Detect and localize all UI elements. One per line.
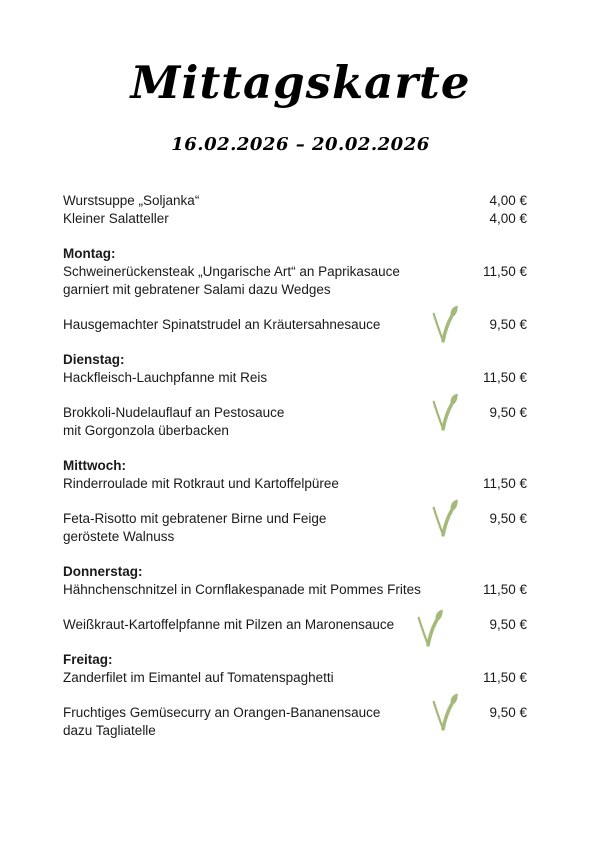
day-header: Donnerstag:	[63, 564, 143, 579]
day-block-mittwoch	[63, 457, 527, 493]
item-name: Fruchtiges Gemüsecurry an Orangen-Bananensauce	[63, 705, 381, 720]
veg-leaf-icon	[430, 692, 458, 734]
veg-slot	[421, 581, 467, 599]
item-name: Feta-Risotto mit gebratener Birne und Feige	[63, 511, 327, 526]
day-header: Mittwoch:	[63, 458, 126, 473]
menu-item-row	[63, 210, 527, 228]
veg-slot	[421, 210, 467, 228]
item-price: 11,50 €	[482, 264, 527, 279]
item-name: Rinderroulade mit Rotkraut und Kartoffelpüree	[63, 476, 339, 491]
menu-list	[63, 192, 527, 757]
menu-item-row	[63, 510, 527, 528]
menu-item-row	[63, 192, 527, 210]
item-name-line2: mit Gorgonzola überbacken	[63, 423, 229, 438]
veg-slot	[421, 616, 467, 634]
veg-slot	[421, 475, 467, 493]
menu-item-row	[63, 404, 527, 422]
day-header: Dienstag:	[63, 352, 125, 367]
veg-leaf-icon	[430, 304, 458, 346]
item-name-line2: geröstete Walnuss	[63, 529, 175, 544]
menu-item-block	[63, 510, 527, 546]
item-name: Zanderfilet im Eimantel auf Tomatenspaghetti	[63, 670, 334, 685]
item-name: Hackfleisch-Lauchpfanne mit Reis	[63, 370, 268, 385]
item-price: 11,50 €	[482, 670, 527, 685]
item-price: 9,50 €	[489, 405, 527, 420]
menu-item-row	[63, 369, 527, 387]
item-name: Schweinerückensteak „Ungarische Art“ an Paprikasauce	[63, 264, 400, 279]
item-price: 9,50 €	[489, 617, 527, 632]
day-block-donnerstag	[63, 563, 527, 599]
veg-leaf-icon	[430, 392, 458, 434]
menu-item-row	[63, 704, 527, 722]
item-name: Weißkraut-Kartoffelpfanne mit Pilzen an Maronensauce	[63, 617, 395, 632]
veg-leaf-icon	[430, 498, 458, 540]
menu-item-block	[63, 616, 527, 634]
item-price: 11,50 €	[482, 370, 527, 385]
veg-leaf-icon	[415, 608, 443, 650]
item-price: 11,50 €	[482, 582, 527, 597]
menu-item-row	[63, 669, 527, 687]
day-block-montag	[63, 245, 527, 299]
menu-item-block	[63, 404, 527, 440]
item-name-line2: dazu Tagliatelle	[63, 723, 156, 738]
menu-item-row	[63, 263, 527, 281]
veg-slot	[421, 316, 467, 334]
menu-item-block	[63, 704, 527, 740]
item-price: 4,00 €	[489, 211, 527, 226]
item-price: 9,50 €	[489, 705, 527, 720]
starters-block	[63, 192, 527, 228]
menu-item-row	[63, 316, 527, 334]
veg-slot	[421, 704, 467, 722]
date-range: 16.02.2026 – 20.02.2026	[171, 134, 430, 155]
menu-item-row	[63, 581, 527, 599]
day-header: Freitag:	[63, 652, 113, 667]
veg-slot	[421, 669, 467, 687]
item-name: Hähnchenschnitzel in Cornflakespanade mit Pommes Frites	[63, 582, 421, 597]
veg-slot	[421, 369, 467, 387]
menu-item-block	[63, 316, 527, 334]
day-block-freitag	[63, 651, 527, 687]
page-title: Mittagskarte	[130, 56, 471, 109]
item-name: Brokkoli-Nudelauflauf an Pestosauce	[63, 405, 285, 420]
veg-slot	[421, 192, 467, 210]
item-price: 4,00 €	[489, 193, 527, 208]
day-header: Montag:	[63, 246, 116, 261]
item-price: 9,50 €	[489, 511, 527, 526]
item-name-line2: garniert mit gebratener Salami dazu Wedges	[63, 282, 331, 297]
veg-slot	[421, 404, 467, 422]
item-name: Hausgemachter Spinatstrudel an Kräutersahnesauce	[63, 317, 381, 332]
item-name: Wurstsuppe „Soljanka“	[63, 193, 200, 208]
veg-slot	[421, 263, 467, 281]
day-block-dienstag	[63, 351, 527, 387]
item-name: Kleiner Salatteller	[63, 211, 169, 226]
menu-item-row	[63, 475, 527, 493]
menu-item-row	[63, 616, 527, 634]
item-price: 9,50 €	[489, 317, 527, 332]
veg-slot	[421, 510, 467, 528]
item-price: 11,50 €	[482, 476, 527, 491]
